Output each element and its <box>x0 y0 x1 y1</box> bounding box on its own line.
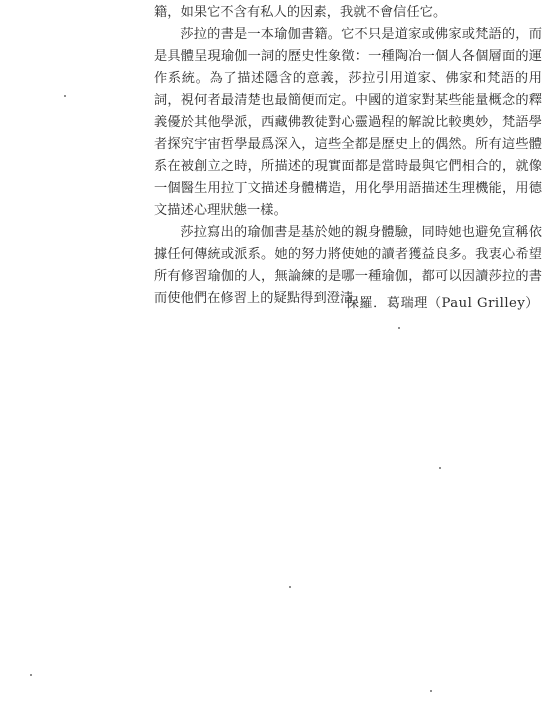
scan-speck <box>439 467 441 469</box>
author-signature: 保羅．葛瑞理（Paul Grilley） <box>345 296 539 311</box>
scan-speck <box>64 95 66 97</box>
paragraph-continuation: 籍，如果它不含有私人的因素，我就不會信任它。 <box>154 5 447 20</box>
scan-speck <box>398 327 400 329</box>
scan-speck <box>430 690 432 692</box>
paragraph-personal-experience: 莎拉寫出的瑜伽書是基於她的親身體驗，同時她也避免宣稱依據任何傳統或派系。她的努力將使她的讀者獲益良多。我衷心希望所有修習瑜伽的人，無論練的是哪一種瑜伽，都可以因讀莎拉的書而使他們在修習上的疑點得到澄清。 <box>154 225 542 306</box>
scan-speck <box>289 586 291 588</box>
paragraph-yoga-book: 莎拉的書是一本瑜伽書籍。它不只是道家或佛家或梵語的，而是具體呈現瑜伽一詞的歷史性象徵：一種陶冶一個人各個層面的運作系統。為了描述隱含的意義，莎拉引用道家、佛家和梵語的用詞，視何者最清楚也最簡便而定。中國的道家對某些能量概念的釋義優於其他學派，西藏佛教徒對心靈過程的解說比較奧妙，梵語學者探究宇宙哲學最爲深入，這些全都是歷史上的偶然。所有這些體系在被創立之時，所描述的現實面都是當時最與它們相合的，就像一個醫生用拉丁文描述身體構造，用化學用語描述生理機能，用德文描述心理狀態一樣。 <box>154 27 542 218</box>
body-text <box>154 2 542 310</box>
scan-speck <box>30 674 32 676</box>
